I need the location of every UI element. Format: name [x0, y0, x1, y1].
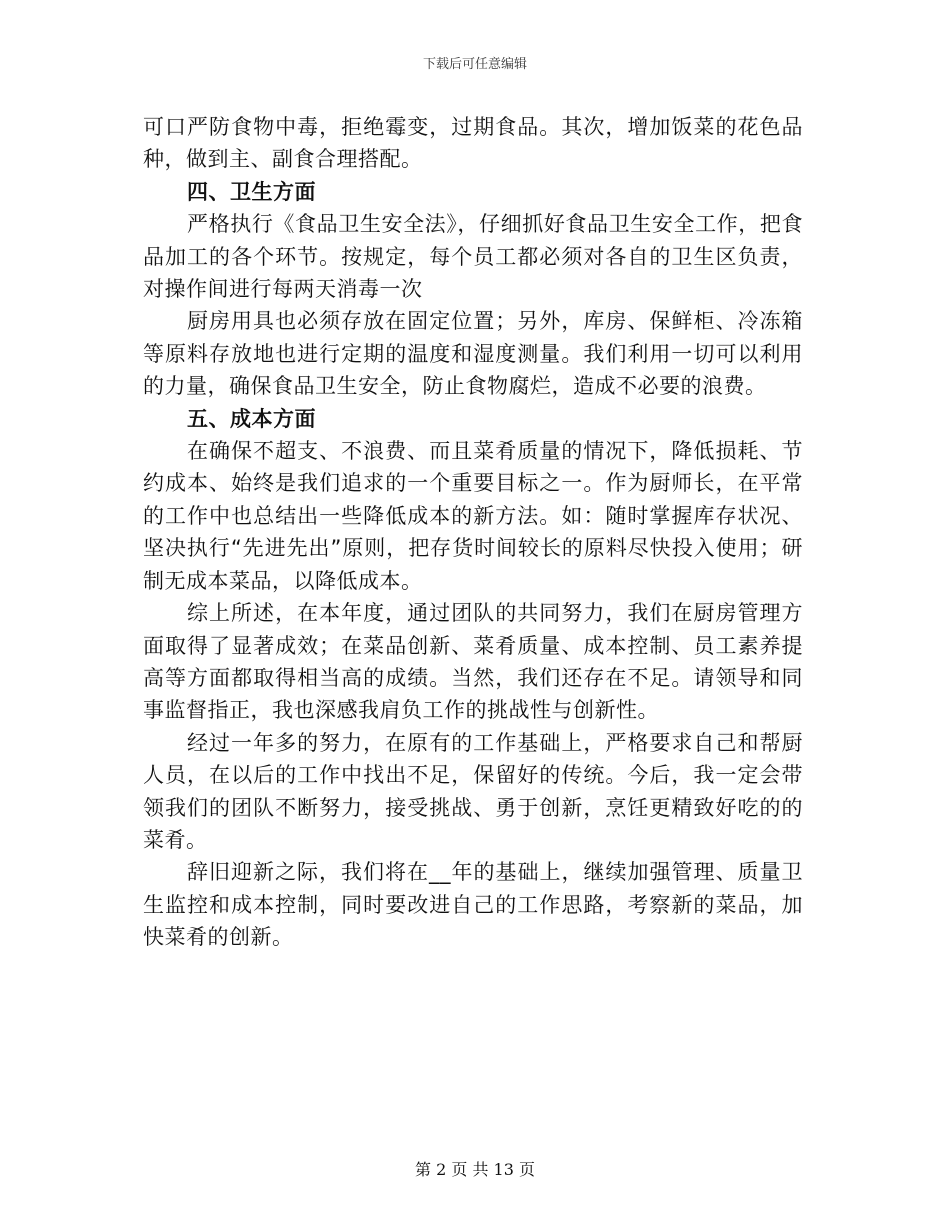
paragraph-food-safety-law: 严格执行《食品卫生安全法》，仔细抓好食品卫生安全工作，把食品加工的各个环节。按规定，每个员工都必须对各自的卫生区负责，对操作间进行每两天消毒一次 [143, 212, 803, 302]
paragraph-cost-reduction: 在确保不超支、不浪费、而且菜肴质量的情况下，降低损耗、节约成本、始终是我们追求的一个重要目标之一。作为厨师长，在平常的工作中也总结出一些降低成本的新方法。如：随时掌握库存状况、坚决执行“先进先出”原则，把存货时间较长的原料尽快投入使用；研制无成本菜品，以降低成本。 [143, 439, 803, 593]
paragraph-summary: 综上所述，在本年度，通过团队的共同努力，我们在厨房管理方面取得了显著成效；在菜品创新、菜肴质量、成本控制、员工素养提高等方面都取得相当高的成绩。当然，我们还存在不足。请领导和同事监督指正，我也深感我肩负工作的挑战性与创新性。 [143, 601, 803, 723]
paragraph-food-variety: 可口严防食物中毒，拒绝霉变，过期食品。其次，增加饭菜的花色品种，做到主、副食合理搭配。 [143, 115, 803, 172]
document-body [143, 111, 803, 954]
paragraph-outlook: 经过一年多的努力，在原有的工作基础上，严格要求自己和帮厨人员，在以后的工作中找出不足，保留好的传统。今后，我一定会带领我们的团队不断努力，接受挑战、勇于创新，烹饪更精致好吃的的菜肴。 [143, 730, 803, 852]
paragraph-new-year: 辞旧迎新之际，我们将在__年的基础上，继续加强管理、质量卫生监控和成本控制，同时要改进自己的工作思路，考察新的菜品，加快菜肴的创新。 [143, 860, 803, 950]
header-note: 下载后可任意编辑 [422, 57, 527, 72]
paragraph-kitchen-storage: 厨房用具也必须存放在固定位置；另外，库房、保鲜柜、冷冻箱等原料存放地也进行定期的温度和湿度测量。我们利用一切可以利用的力量，确保食品卫生安全，防止食物腐烂，造成不必要的浪费。 [143, 309, 803, 399]
section-heading-cost: 五、成本方面 [187, 406, 316, 431]
section-heading-hygiene: 四、卫生方面 [187, 179, 316, 204]
page-number: 第 2 页 共 13 页 [415, 1160, 535, 1179]
